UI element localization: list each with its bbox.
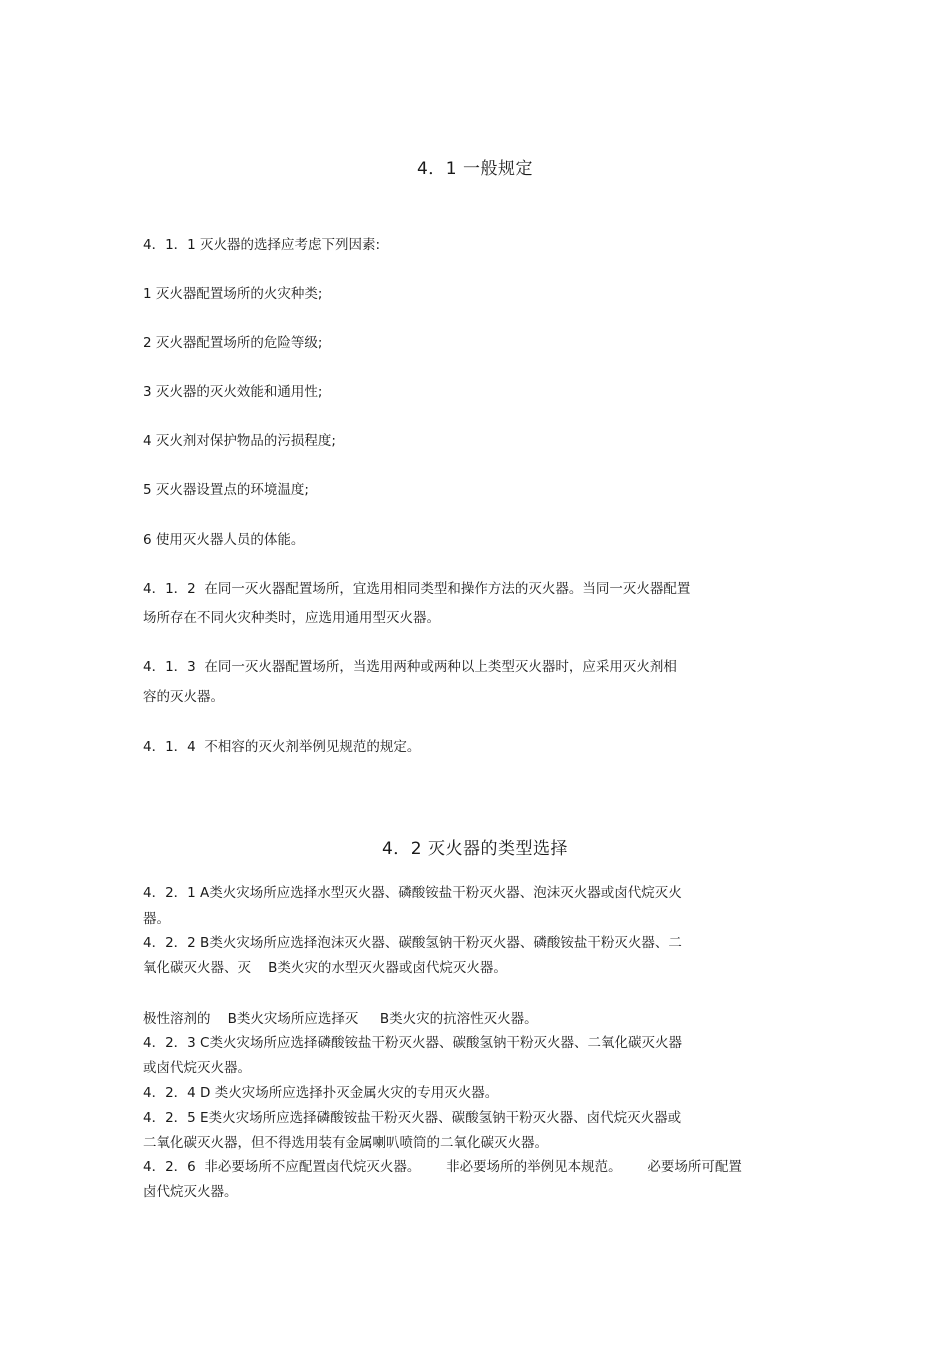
- text-line: 场所存在不同火灾种类时，应选用通用型灭火器。: [143, 610, 440, 626]
- text-line: 4．1．3 在同一灭火器配置场所，当选用两种或两种以上类型灭火器时，应采用灭火剂相: [143, 659, 677, 675]
- list-item: 5 灭火器设置点的环境温度;: [143, 482, 309, 498]
- text-line: 4．1．1 灭火器的选择应考虑下列因素:: [143, 237, 381, 253]
- text-line: 卤代烷灭火器。: [143, 1184, 238, 1200]
- text-line: 二氧化碳灭火器，但不得选用装有金属喇叭喷筒的二氧化碳灭火器。: [143, 1135, 548, 1151]
- text-line: 4．1．2 在同一灭火器配置场所，宜选用相同类型和操作方法的灭火器。当同一灭火器配置: [143, 581, 691, 597]
- text-line: 4．2．3 C类火灾场所应选择磷酸铵盐干粉灭火器、碳酸氢钠干粉灭火器、二氧化碳灭火器: [143, 1035, 682, 1051]
- text-line: 极性溶剂的 B类火灾场所应选择灭 B类火灾的抗溶性灭火器。: [143, 1011, 538, 1027]
- text-line: 4．2．5 E类火灾场所应选择磷酸铵盐干粉灭火器、碳酸氢钠干粉灭火器、卤代烷灭火器或: [143, 1110, 682, 1126]
- section-1-title: 4．1 一般规定: [416, 159, 534, 179]
- text-line: 氧化碳灭火器、灭 B类火灾的水型灭火器或卤代烷灭火器。: [143, 960, 507, 976]
- text-line: 器。: [143, 911, 170, 927]
- text-line: 4．2．1 A类火灾场所应选择水型灭火器、磷酸铵盐干粉灭火器、泡沫灭火器或卤代烷灭火: [143, 885, 682, 901]
- section-2-title: 4．2 灭火器的类型选择: [381, 839, 569, 859]
- list-item: 4 灭火剂对保护物品的污损程度;: [143, 433, 336, 449]
- text-line: 或卤代烷灭火器。: [143, 1060, 251, 1076]
- list-item: 1 灭火器配置场所的火灾种类;: [143, 286, 323, 302]
- text-line: 4．2．4 D 类火灾场所应选择扑灭金属火灾的专用灭火器。: [143, 1085, 499, 1101]
- list-item: 2 灭火器配置场所的危险等级;: [143, 335, 323, 351]
- text-line: 4．1．4 不相容的灭火剂举例见规范的规定。: [143, 739, 421, 755]
- text-line: 容的灭火器。: [143, 689, 224, 705]
- text-line: 4．2．2 B类火灾场所应选择泡沫灭火器、碳酸氢钠干粉灭火器、磷酸铵盐干粉灭火器、二: [143, 935, 682, 951]
- list-item: 3 灭火器的灭火效能和通用性;: [143, 384, 323, 400]
- text-line: 4．2．6 非必要场所不应配置卤代烷灭火器。 非必要场所的举例见本规范。 必要场所可配置: [143, 1159, 742, 1175]
- list-item: 6 使用灭火器人员的体能。: [143, 532, 305, 548]
